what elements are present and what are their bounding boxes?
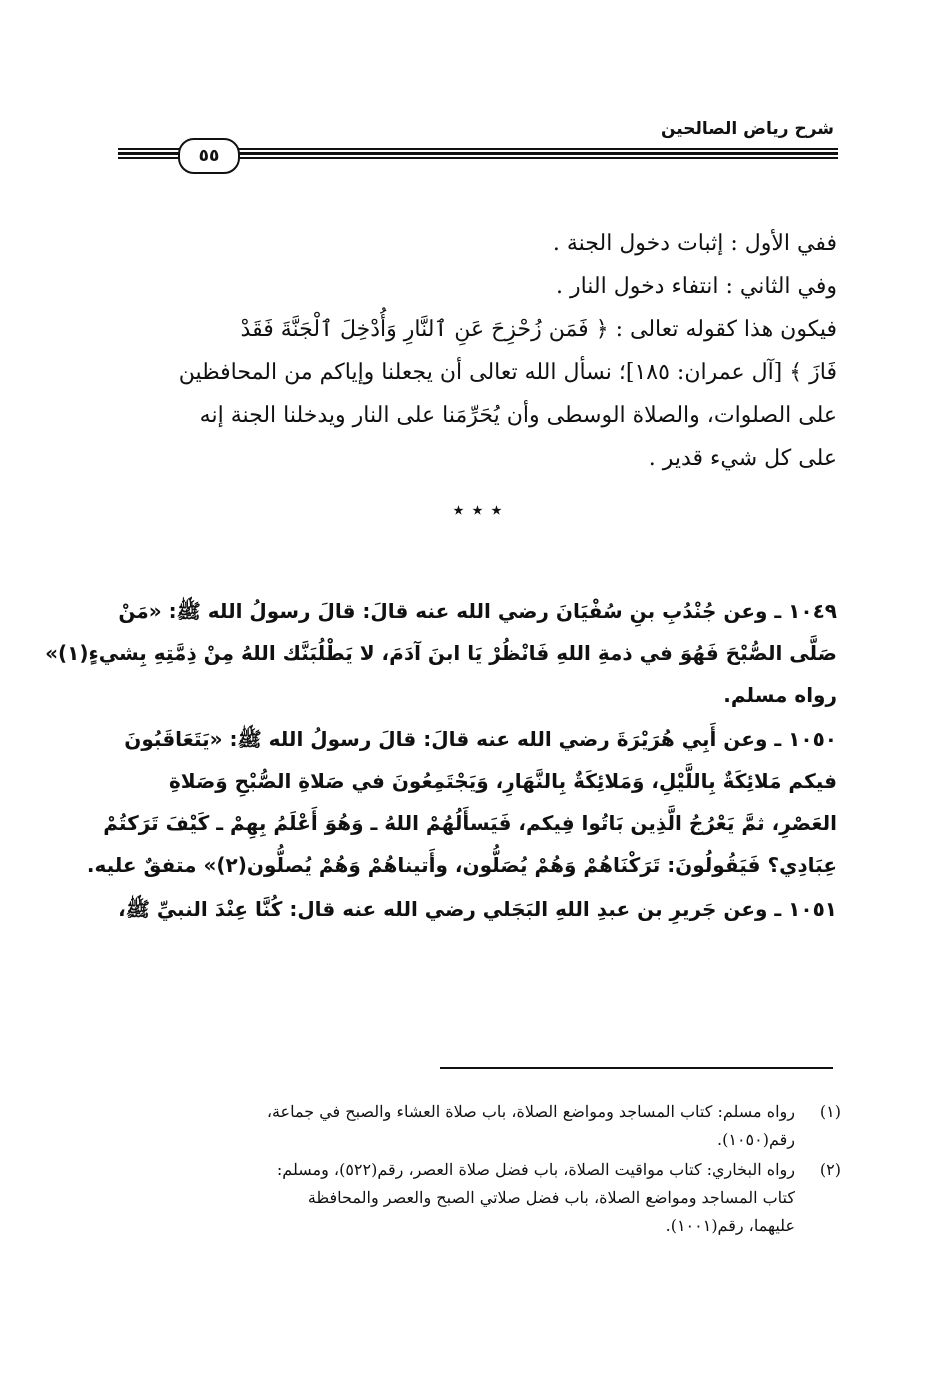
footnote-line: عليهما، رقم(١٠٠١).: [665, 1216, 795, 1235]
commentary-text: [118, 222, 837, 542]
hadith-line: رواه مسلم.: [723, 683, 837, 707]
hadith-list: [45, 590, 837, 930]
text-line: ففي الأول : إثبات دخول الجنة .: [552, 231, 837, 256]
hadith-line: ١٠٤٩ ـ وعن جُنْدُبِ بنِ سُفْيَانَ رضي الله عنه قالَ: قالَ رسولُ الله ﷺ: «مَنْ: [118, 599, 837, 623]
text-line: على الصلوات، والصلاة الوسطى وأن يُحَرِّمَنا على النار ويدخلنا الجنة إنه: [199, 403, 837, 428]
footnote-text: [118, 1156, 795, 1240]
footnote-line: كتاب المساجد ومواضع الصلاة، باب فضل صلاتي الصبح والعصر والمحافظة: [307, 1188, 795, 1207]
running-header-title: شرح رياض الصالحين: [660, 119, 834, 139]
footnote-number: (١): [819, 1102, 841, 1121]
footnote-line: رقم(١٠٥٠).: [717, 1130, 795, 1149]
text-line: وفي الثاني : انتفاء دخول النار .: [555, 274, 837, 299]
text-line: فَازَ ﴾ [آل عمران: ١٨٥]؛ نسأل الله تعالى أن يجعلنا وإياكم من المحافظين: [178, 360, 837, 385]
hadith-line: ١٠٥١ ـ وعن جَريرِ بن عبدِ اللهِ البَجَلي رضي الله عنه قال: كُنَّا عِنْدَ النبيِّ ﷺ،: [118, 897, 837, 921]
footnote-2: [118, 1156, 841, 1240]
hadith-line: صَلَّى الصُّبْحَ فَهُوَ في ذمةِ اللهِ فَانْظُرْ يَا ابنَ آدَمَ، لا يَطْلُبَنَّك اللهُ مِنْ ذِمَّتِهِ بِشيءٍ(١)»: [45, 641, 837, 665]
page-number: ٥٥: [178, 138, 240, 174]
hadith-line: عِبَادِي؟ فَيَقُولُونَ: تَرَكْنَاهُمْ وَهُمْ يُصَلُّون، وأَتيناهُمْ وَهُمْ يُصلُّون(٢)» متفقٌ عليه.: [86, 853, 837, 877]
footnote-line: رواه مسلم: كتاب المساجد ومواضع الصلاة، باب صلاة العشاء والصبح في جماعة،: [266, 1102, 795, 1121]
hadith-line: ١٠٥٠ ـ وعن أَبِي هُرَيْرَةَ رضي الله عنه قالَ: قالَ رسولُ الله ﷺ: «يَتَعَاقَبُونَ: [124, 727, 837, 751]
hadith-line: العَصْرِ، ثمَّ يَعْرُجُ الَّذِين بَاتُوا فِيكم، فَيَسأَلُهُمْ اللهُ ـ وَهُوَ أَعْلَمُ بِهِمْ ـ كَيْفَ تَرَكتُمْ: [103, 811, 837, 835]
footnote-1: [118, 1098, 841, 1154]
footnote-line: رواه البخاري: كتاب مواقيت الصلاة، باب فضل صلاة العصر، رقم(٥٢٢)، ومسلم:: [276, 1160, 795, 1179]
hadith-1050: [86, 718, 837, 886]
hadith-line: فيكم مَلائِكَةٌ بِاللَّيْلِ، وَمَلائِكَةٌ بِالنَّهَارِ، وَيَجْتَمِعُونَ في صَلاةِ الصُّبْحِ وَصَلاةِ: [168, 769, 837, 793]
footnote-divider: [440, 1067, 833, 1069]
footnote-text: [118, 1098, 795, 1154]
section-separator-stars: ٭ ٭ ٭: [452, 498, 503, 523]
text-line: فيكون هذا كقوله تعالى : ﴿ فَمَن زُحْزِحَ عَنِ ٱلنَّارِ وَأُدْخِلَ ٱلْجَنَّةَ فَقَدْ: [240, 317, 837, 342]
hadith-1051: [118, 888, 837, 930]
footnote-number: (٢): [819, 1160, 841, 1179]
hadith-1049: [45, 590, 837, 716]
footnotes: [118, 1098, 841, 1242]
text-line: على كل شيء قدير .: [648, 446, 837, 471]
